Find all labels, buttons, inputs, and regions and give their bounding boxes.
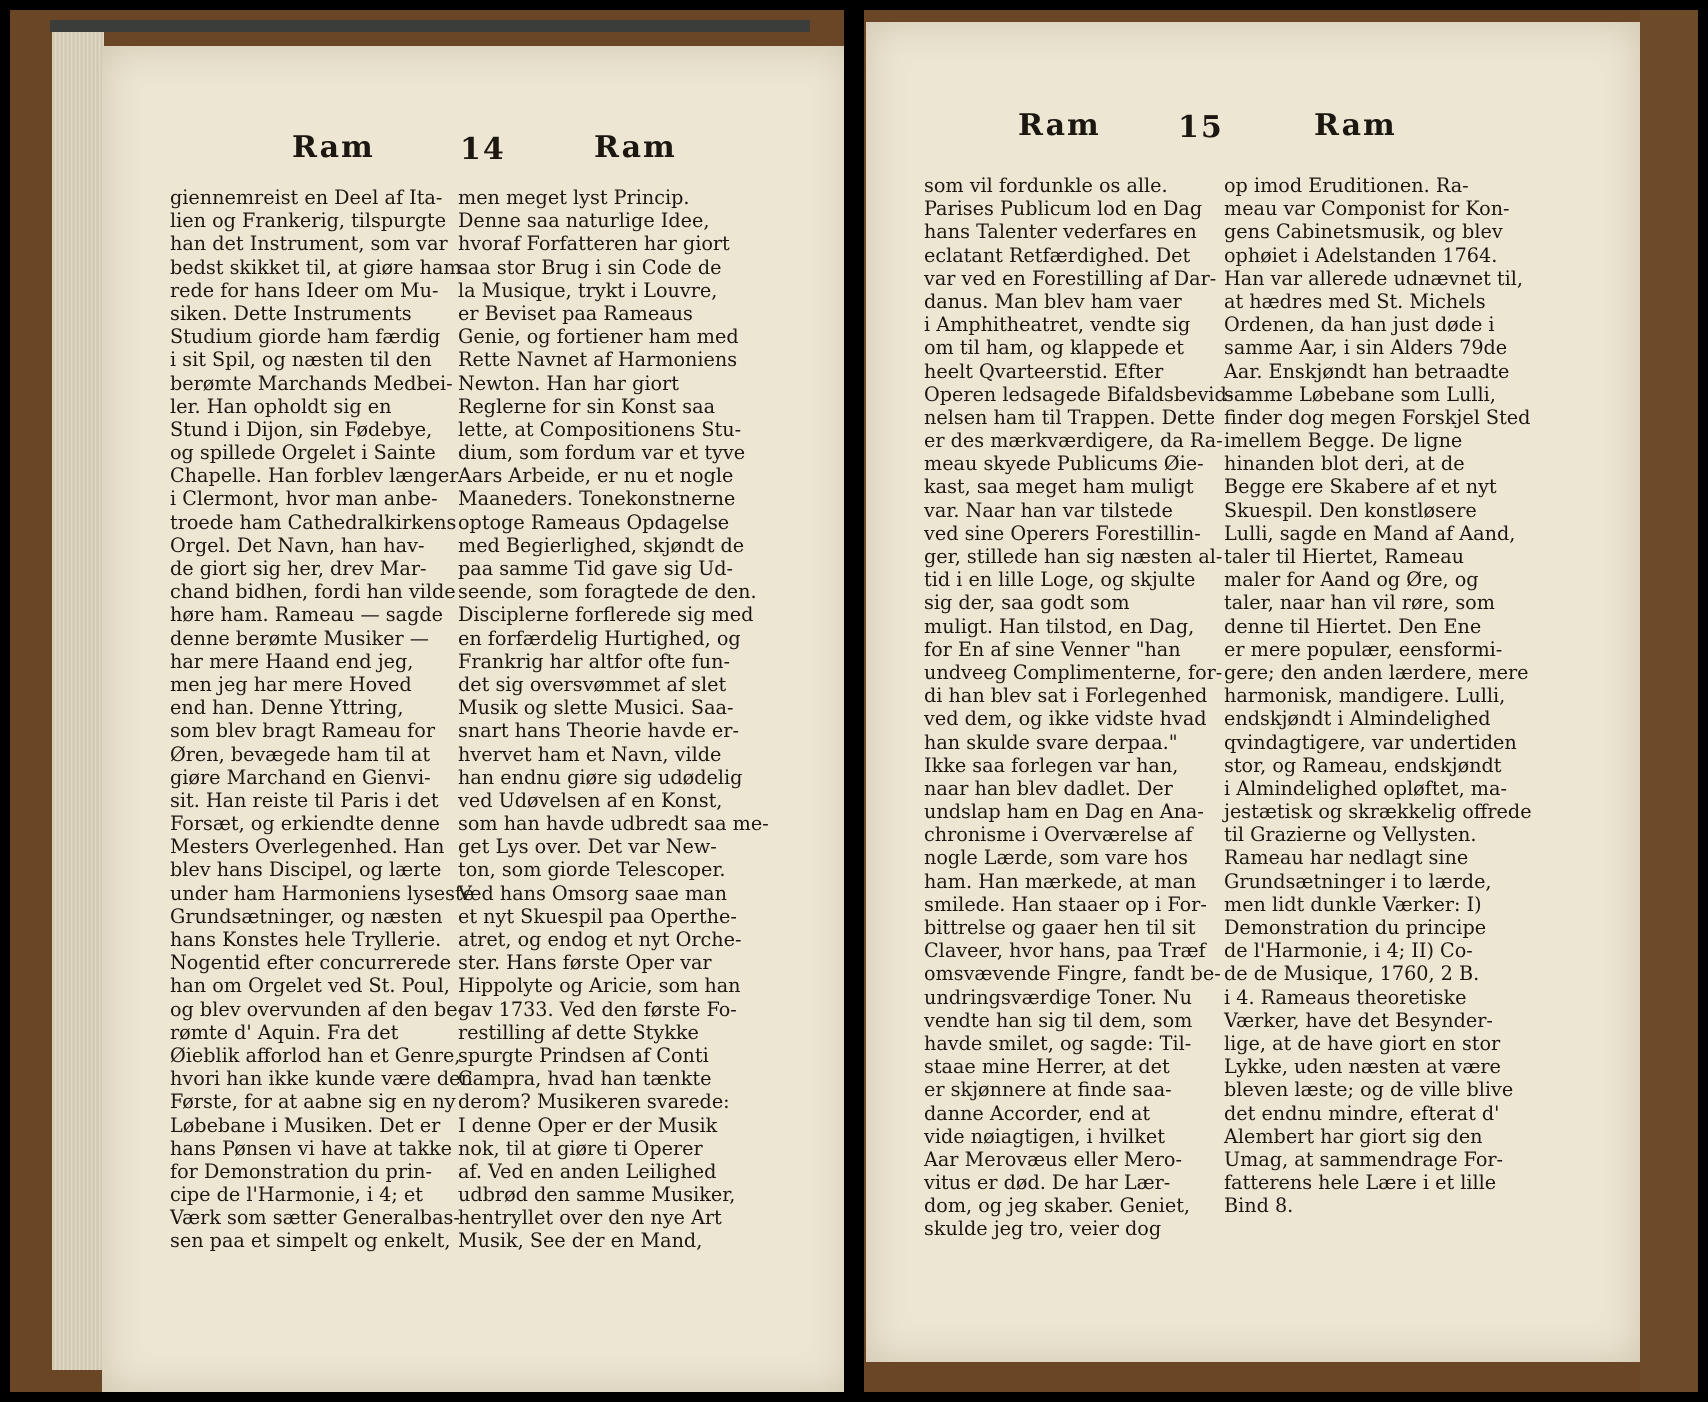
- text-line: Begge ere Skabere af et nyt: [1224, 475, 1497, 499]
- text-line: Løbebane i Musiken. Det er: [170, 1113, 441, 1137]
- text-line: og blev overvunden af den be-: [170, 997, 465, 1021]
- page-edges: [52, 30, 104, 1370]
- text-line: Grundsætninger, og næsten: [170, 904, 443, 928]
- text-line: ved dem, og ikke vidste hvad: [924, 707, 1207, 731]
- text-line: Aar. Enskjøndt han betraadte: [1224, 359, 1510, 383]
- text-line: Ved hans Omsorg saae man: [458, 881, 727, 905]
- text-line: meau var Componist for Kon-: [1224, 197, 1510, 221]
- text-line: Skuespil. Den konstløsere: [1224, 498, 1477, 522]
- text-line: ton, som giorde Telescoper.: [458, 858, 726, 882]
- text-line: er Beviset paa Rameaus: [458, 301, 693, 325]
- text-line: lette, at Compositionens Stu-: [458, 417, 742, 441]
- text-line: chand bidhen, fordi han vilde: [170, 580, 456, 604]
- text-line: i 4. Rameaus theoretiske: [1224, 985, 1467, 1009]
- text-line: for Demonstration du prin-: [170, 1159, 432, 1183]
- text-line: denne berømte Musiker —: [170, 626, 429, 650]
- text-line: meau skyede Publicums Øie-: [924, 452, 1204, 476]
- text-line: ophøiet i Adelstanden 1764.: [1224, 243, 1498, 267]
- text-line: Denne saa naturlige Idee,: [458, 209, 710, 233]
- text-line: atret, og endog et nyt Orche-: [458, 928, 742, 951]
- text-line: Ikke saa forlegen var han,: [924, 753, 1179, 777]
- text-line: hvoraf Forfatteren har giort: [458, 232, 730, 256]
- book-spine-edge: [1640, 10, 1698, 1392]
- text-line: qvindagtigere, var undertiden: [1224, 730, 1517, 754]
- text-line: det sig oversvømmet af slet: [458, 672, 727, 696]
- text-line: hans Konstes hele Tryllerie.: [170, 928, 442, 951]
- text-line: paa samme Tid gave sig Ud-: [458, 557, 734, 580]
- text-line: nelsen ham til Trappen. Dette: [924, 405, 1216, 429]
- text-line: Han var allerede udnævnet til,: [1224, 266, 1523, 290]
- right-page-column-1: [924, 174, 1234, 1241]
- text-line: Aars Arbeide, er nu et nogle: [458, 464, 734, 488]
- text-line: ved Udøvelsen af en Konst,: [458, 788, 723, 812]
- text-line: danne Accorder, end at: [924, 1101, 1151, 1125]
- text-line: vitus er død. De har Lær-: [924, 1171, 1171, 1195]
- book-top-edge: [50, 20, 810, 32]
- text-line: var. Naar han var tilstede: [924, 498, 1173, 522]
- text-line: la Musique, trykt i Louvre,: [458, 278, 718, 302]
- text-line: Operen ledsagede Bifaldsbevid-: [924, 382, 1234, 406]
- text-line: gav 1733. Ved den første Fo-: [458, 997, 737, 1021]
- text-line: under ham Harmoniens lyseste: [170, 881, 475, 905]
- left-page: [102, 46, 844, 1392]
- text-line: Lulli, sagde en Mand af Aand,: [1224, 521, 1516, 545]
- text-line: Bind 8.: [1224, 1194, 1294, 1218]
- text-line: en forfærdelig Hurtighed, og: [458, 626, 741, 650]
- text-line: et nyt Skuespil paa Operthe-: [458, 904, 737, 928]
- text-line: berømte Marchands Medbei-: [170, 371, 453, 395]
- text-line: var ved en Forestilling af Dar-: [924, 266, 1217, 290]
- text-line: derom? Musikeren svarede:: [458, 1090, 730, 1114]
- text-line: fatterens hele Lære i et lille: [1224, 1171, 1497, 1195]
- right-page-column-2: [1224, 174, 1532, 1218]
- text-line: dium, som fordum var et tyve: [458, 441, 746, 465]
- text-line: di han blev sat i Forlegenhed: [924, 684, 1208, 708]
- text-line: men lidt dunkle Værker: I): [1224, 892, 1482, 916]
- text-line: vide nøiagtigen, i hvilket: [924, 1124, 1165, 1148]
- text-line: finder dog megen Forskjel Sted: [1224, 405, 1531, 429]
- text-line: Værk som sætter Generalbas-: [170, 1206, 460, 1230]
- text-line: Værker, have det Besynder-: [1224, 1008, 1493, 1032]
- text-line: har mere Haand end jeg,: [170, 649, 414, 673]
- text-line: Alembert har giort sig den: [1224, 1124, 1483, 1148]
- text-line: i Amphitheatret, vendte sig: [924, 313, 1191, 337]
- text-line: ster. Hans første Oper var: [458, 951, 712, 975]
- text-line: sit. Han reiste til Paris i det: [170, 788, 439, 812]
- text-line: giennemreist en Deel af Ita-: [170, 186, 443, 209]
- text-line: til Grazierne og Vellysten.: [1224, 823, 1477, 847]
- text-line: de giort sig her, drev Mar-: [170, 557, 427, 580]
- text-line: med Begierlighed, skjøndt de: [458, 533, 745, 557]
- text-line: ger, stillede han sig næsten al-: [924, 545, 1223, 568]
- text-line: dom, og jeg skaber. Geniet,: [924, 1194, 1191, 1218]
- text-line: Musik og slette Musici. Saa-: [458, 696, 734, 720]
- text-line: Parises Publicum lod en Dag: [924, 197, 1203, 221]
- text-line: Umag, at sammendrage For-: [1224, 1147, 1504, 1171]
- text-line: Reglerne for sin Konst saa: [458, 394, 716, 418]
- text-line: gens Cabinetsmusik, og blev: [1224, 220, 1503, 244]
- text-line: hvervet ham et Navn, vilde: [458, 742, 722, 766]
- running-head-left: Ram: [1018, 108, 1101, 143]
- right-page-scan: [864, 10, 1698, 1392]
- text-line: Campra, hvad han tænkte: [458, 1067, 712, 1091]
- running-head-right: Ram: [594, 130, 677, 165]
- text-line: er des mærkværdigere, da Ra-: [924, 429, 1223, 453]
- text-line: undringsværdige Toner. Nu: [924, 985, 1192, 1009]
- running-head-left: Ram: [292, 130, 375, 165]
- text-line: Newton. Han har giort: [458, 371, 679, 395]
- text-line: get Lys over. Det var New-: [458, 835, 717, 859]
- text-line: I denne Oper er der Musik: [458, 1113, 718, 1137]
- text-line: end han. Denne Yttring,: [170, 696, 404, 720]
- right-page-header: [866, 108, 1640, 148]
- text-line: Musik, See der en Mand,: [458, 1229, 703, 1253]
- text-line: at hædres med St. Michels: [1224, 289, 1486, 313]
- text-line: er mere populær, eensformi-: [1224, 637, 1503, 661]
- text-line: siken. Dette Instruments: [170, 301, 412, 325]
- text-line: blev hans Discipel, og lærte: [170, 858, 442, 882]
- text-line: seende, som foragtede de den.: [458, 580, 757, 604]
- text-line: spurgte Prindsen af Conti: [458, 1043, 709, 1067]
- text-line: omsvævende Fingre, fandt be-: [924, 962, 1221, 986]
- text-line: bittrelse og gaaer hen til sit: [924, 916, 1196, 939]
- text-line: men meget lyst Princip.: [458, 186, 690, 209]
- text-line: chronisme i Overværelse af: [924, 823, 1193, 847]
- text-line: Grundsætninger i to lærde,: [1224, 869, 1492, 893]
- text-line: og spillede Orgelet i Sainte: [170, 441, 436, 465]
- text-line: Øieblik afforlod han et Genre,: [170, 1043, 461, 1067]
- text-line: samme Løbebane som Lulli,: [1224, 382, 1496, 406]
- text-line: i Clermont, hvor man anbe-: [170, 487, 438, 511]
- text-line: jestætisk og skrækkelig offrede: [1224, 800, 1532, 824]
- text-line: i sit Spil, og næsten til den: [170, 348, 432, 372]
- text-line: restilling af dette Stykke: [458, 1020, 699, 1044]
- text-line: muligt. Han tilstod, en Dag,: [924, 614, 1195, 638]
- text-line: bedst skikket til, at giøre ham: [170, 255, 462, 279]
- text-line: taler til Hiertet, Rameau: [1224, 545, 1465, 568]
- running-head-right: Ram: [1314, 108, 1397, 143]
- page-number: 14: [460, 132, 506, 167]
- text-line: om til ham, og klappede et: [924, 336, 1184, 360]
- text-line: Rameau har nedlagt sine: [1224, 846, 1469, 870]
- text-line: Demonstration du principe: [1224, 916, 1487, 939]
- text-line: maler for Aand og Øre, og: [1224, 568, 1479, 592]
- text-line: taler, naar han vil røre, som: [1224, 591, 1495, 615]
- text-line: harmonisk, mandigere. Lulli,: [1224, 684, 1506, 708]
- text-line: Rette Navnet af Harmoniens: [458, 348, 738, 372]
- text-line: de l'Harmonie, i 4; II) Co-: [1224, 939, 1473, 963]
- text-line: havde smilet, og sagde: Til-: [924, 1031, 1192, 1055]
- left-page-scan: [10, 10, 844, 1392]
- text-line: de de Musique, 1760, 2 B.: [1224, 962, 1480, 986]
- text-line: gere; den anden lærdere, mere: [1224, 660, 1529, 684]
- text-line: heelt Qvarteerstid. Efter: [924, 359, 1164, 383]
- text-line: Hippolyte og Aricie, som han: [458, 974, 741, 998]
- left-page-header: [102, 130, 844, 170]
- text-line: i Almindelighed opløftet, ma-: [1224, 776, 1507, 800]
- text-line: han om Orgelet ved St. Poul,: [170, 974, 450, 998]
- text-line: undveeg Complimenterne, for-: [924, 660, 1223, 684]
- text-line: som vil fordunkle os alle.: [924, 174, 1168, 197]
- text-line: Nogentid efter concurrerede: [170, 951, 451, 975]
- text-line: staae mine Herrer, at det: [924, 1055, 1170, 1079]
- text-line: bleven læste; og de ville blive: [1224, 1078, 1514, 1102]
- text-line: af. Ved en anden Leilighed: [458, 1159, 717, 1183]
- text-line: Forsæt, og erkiendte denne: [170, 812, 440, 836]
- text-line: Lykke, uden næsten at være: [1224, 1055, 1501, 1079]
- text-line: han endnu giøre sig udødelig: [458, 765, 743, 789]
- text-line: Mesters Overlegenhed. Han: [170, 835, 445, 859]
- text-line: Øren, bevægede ham til at: [170, 742, 431, 766]
- text-line: Ordenen, da han just døde i: [1224, 313, 1495, 337]
- text-line: Første, for at aabne sig en ny: [170, 1090, 456, 1114]
- text-line: ler. Han opholdt sig en: [170, 394, 392, 418]
- text-line: sig der, saa godt som: [924, 591, 1130, 615]
- text-line: det endnu mindre, efterat d': [1224, 1101, 1500, 1125]
- text-line: kast, saa meget ham muligt: [924, 475, 1194, 499]
- text-line: snart hans Theorie havde er-: [458, 719, 739, 743]
- text-line: stor, og Rameau, endskjøndt: [1224, 753, 1502, 777]
- text-line: nok, til at giøre ti Operer: [458, 1136, 703, 1160]
- right-page: [866, 22, 1640, 1362]
- text-line: endskjøndt i Almindelighed: [1224, 707, 1491, 731]
- text-line: eclatant Retfærdighed. Det: [924, 243, 1191, 267]
- text-line: imellem Begge. De ligne: [1224, 429, 1463, 453]
- text-line: Frankrig har altfor ofte fun-: [458, 649, 730, 673]
- text-line: lien og Frankerig, tilspurgte: [170, 209, 447, 233]
- text-line: op imod Eruditionen. Ra-: [1224, 174, 1469, 197]
- text-line: skulde jeg tro, veier dog: [924, 1217, 1162, 1241]
- text-line: smilede. Han staaer op i For-: [924, 892, 1207, 916]
- text-line: hentryllet over den nye Art: [458, 1206, 722, 1230]
- text-line: Maaneders. Tonekonstnerne: [458, 487, 736, 511]
- text-line: høre ham. Rameau — sagde: [170, 603, 443, 627]
- text-line: Orgel. Det Navn, han hav-: [170, 533, 425, 557]
- text-line: han det Instrument, som var: [170, 232, 448, 256]
- text-line: hans Pønsen vi have at takke: [170, 1136, 452, 1160]
- text-line: giøre Marchand en Gienvi-: [170, 765, 431, 789]
- text-line: men jeg har mere Hoved: [170, 672, 412, 696]
- text-line: rede for hans Ideer om Mu-: [170, 278, 439, 302]
- text-line: udbrød den samme Musiker,: [458, 1183, 736, 1207]
- text-line: Aar Merovæus eller Mero-: [924, 1147, 1182, 1171]
- text-line: cipe de l'Harmonie, i 4; et: [170, 1183, 423, 1207]
- text-line: rømte d' Aquin. Fra det: [170, 1020, 399, 1044]
- text-line: Studium giorde ham færdig: [170, 325, 441, 349]
- text-line: samme Aar, i sin Alders 79de: [1224, 336, 1508, 360]
- text-line: han skulde svare derpaa.": [924, 730, 1178, 754]
- text-line: vendte han sig til dem, som: [924, 1008, 1193, 1032]
- text-line: er skjønnere at finde saa-: [924, 1078, 1172, 1102]
- text-line: ham. Han mærkede, at man: [924, 869, 1197, 893]
- text-line: Stund i Dijon, sin Fødebye,: [170, 417, 433, 441]
- text-line: tid i en lille Loge, og skjulte: [924, 568, 1196, 592]
- text-line: danus. Man blev ham vaer: [924, 289, 1182, 313]
- text-line: Chapelle. Han forblev længer: [170, 464, 459, 488]
- text-line: troede ham Cathedralkirkens: [170, 510, 457, 534]
- text-line: Genie, og fortiener ham med: [458, 325, 739, 349]
- page-number: 15: [1178, 110, 1224, 145]
- text-line: som blev bragt Rameau for: [170, 719, 435, 743]
- text-line: for En af sine Venner "han: [924, 637, 1181, 661]
- text-line: denne til Hiertet. Den Ene: [1224, 614, 1482, 638]
- text-line: Claveer, hvor hans, paa Træf: [924, 939, 1206, 963]
- left-page-column-2: [458, 186, 769, 1253]
- text-line: ved sine Operers Forestillin-: [924, 521, 1201, 545]
- text-line: hans Talenter vederfares en: [924, 220, 1197, 244]
- text-line: sen paa et simpelt og enkelt,: [170, 1229, 451, 1253]
- text-line: saa stor Brug i sin Code de: [458, 255, 722, 279]
- text-line: hinanden blot deri, at de: [1224, 452, 1465, 476]
- text-line: undslap ham en Dag en Ana-: [924, 800, 1204, 824]
- text-line: som han havde udbredt saa me-: [458, 812, 769, 836]
- text-line: Disciplerne forflerede sig med: [458, 603, 754, 627]
- text-line: optoge Rameaus Opdagelse: [458, 510, 730, 534]
- text-line: naar han blev dadlet. Der: [924, 776, 1173, 800]
- left-page-column-1: [170, 186, 475, 1253]
- text-line: lige, at de have giort en stor: [1224, 1031, 1501, 1055]
- text-line: nogle Lærde, som vare hos: [924, 846, 1188, 870]
- text-line: hvori han ikke kunde være den: [170, 1067, 473, 1091]
